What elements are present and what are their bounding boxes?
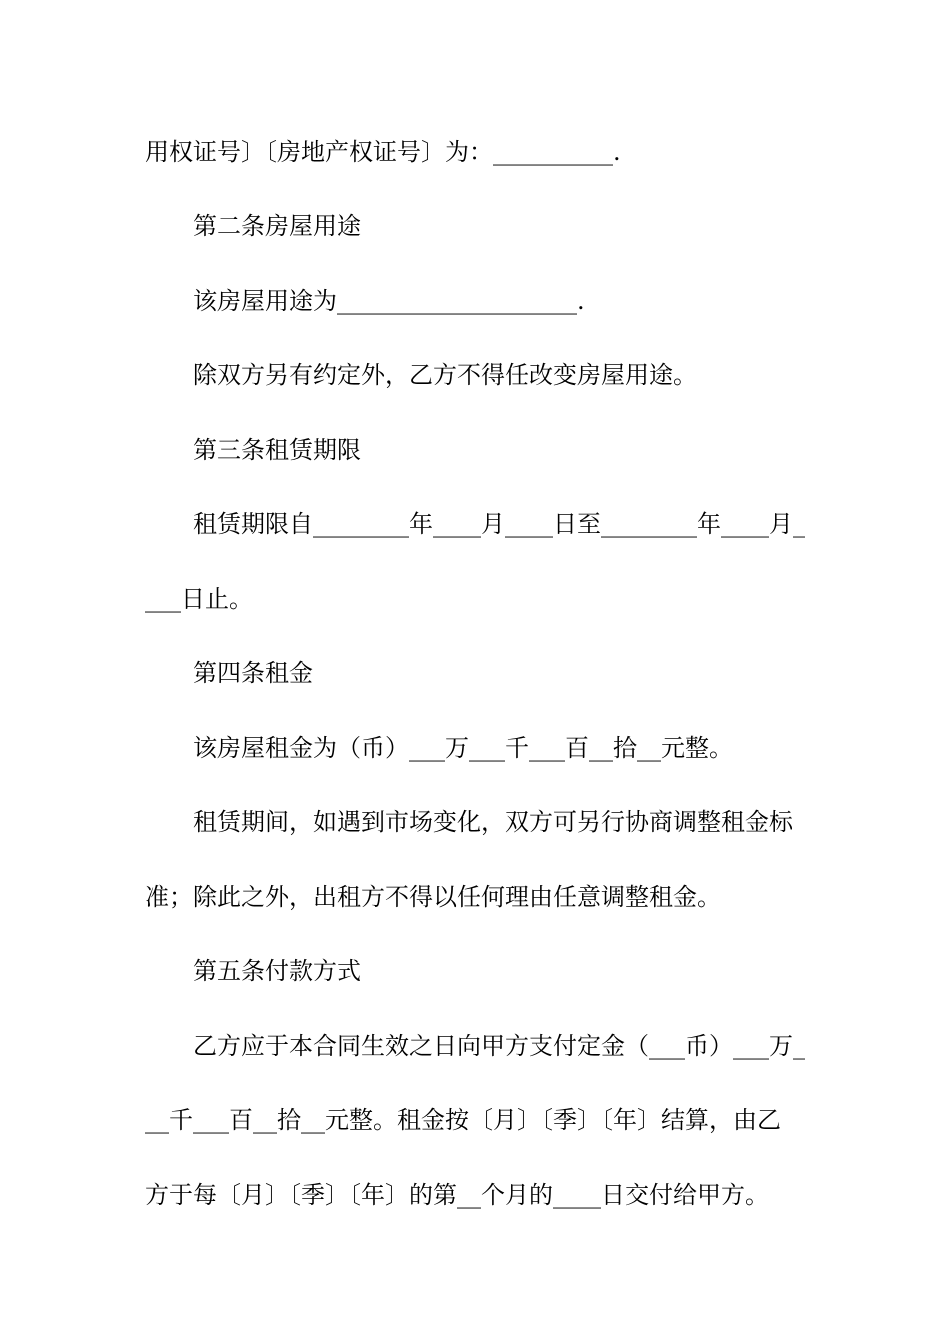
section-heading-article-2: 第二条房屋用途 bbox=[193, 212, 361, 240]
text-line-rent-adjust-1: 租赁期间，如遇到市场变化，双方可另行协商调整租金标 bbox=[193, 808, 793, 836]
text-line-lease-term: 租赁期限自________年____月____日至________年____月_ bbox=[193, 510, 805, 538]
text-line-1: 用权证号〕〔房地产权证号〕为：__________. bbox=[145, 138, 621, 166]
text-line-usage-restriction: 除双方另有约定外，乙方不得任改变房屋用途。 bbox=[193, 361, 697, 389]
text-line-payment-3: 方于每〔月〕〔季〕〔年〕的第__个月的____日交付给甲方。 bbox=[145, 1181, 769, 1209]
text-line-usage: 该房屋用途为____________________. bbox=[193, 287, 585, 315]
section-heading-article-3: 第三条租赁期限 bbox=[193, 436, 361, 464]
text-line-payment-1: 乙方应于本合同生效之日向甲方支付定金（___币）___万_ bbox=[193, 1032, 805, 1060]
text-line-rent-amount: 该房屋租金为（币）___万___千___百__拾__元整。 bbox=[193, 734, 733, 762]
section-heading-article-5: 第五条付款方式 bbox=[193, 957, 361, 985]
section-heading-article-4: 第四条租金 bbox=[193, 659, 313, 687]
text-line-rent-adjust-2: 准；除此之外，出租方不得以任何理由任意调整租金。 bbox=[145, 883, 721, 911]
text-line-lease-term-end: ___日止。 bbox=[145, 585, 253, 613]
text-line-payment-2: __千___百__拾__元整。租金按〔月〕〔季〕〔年〕结算，由乙 bbox=[145, 1106, 781, 1134]
